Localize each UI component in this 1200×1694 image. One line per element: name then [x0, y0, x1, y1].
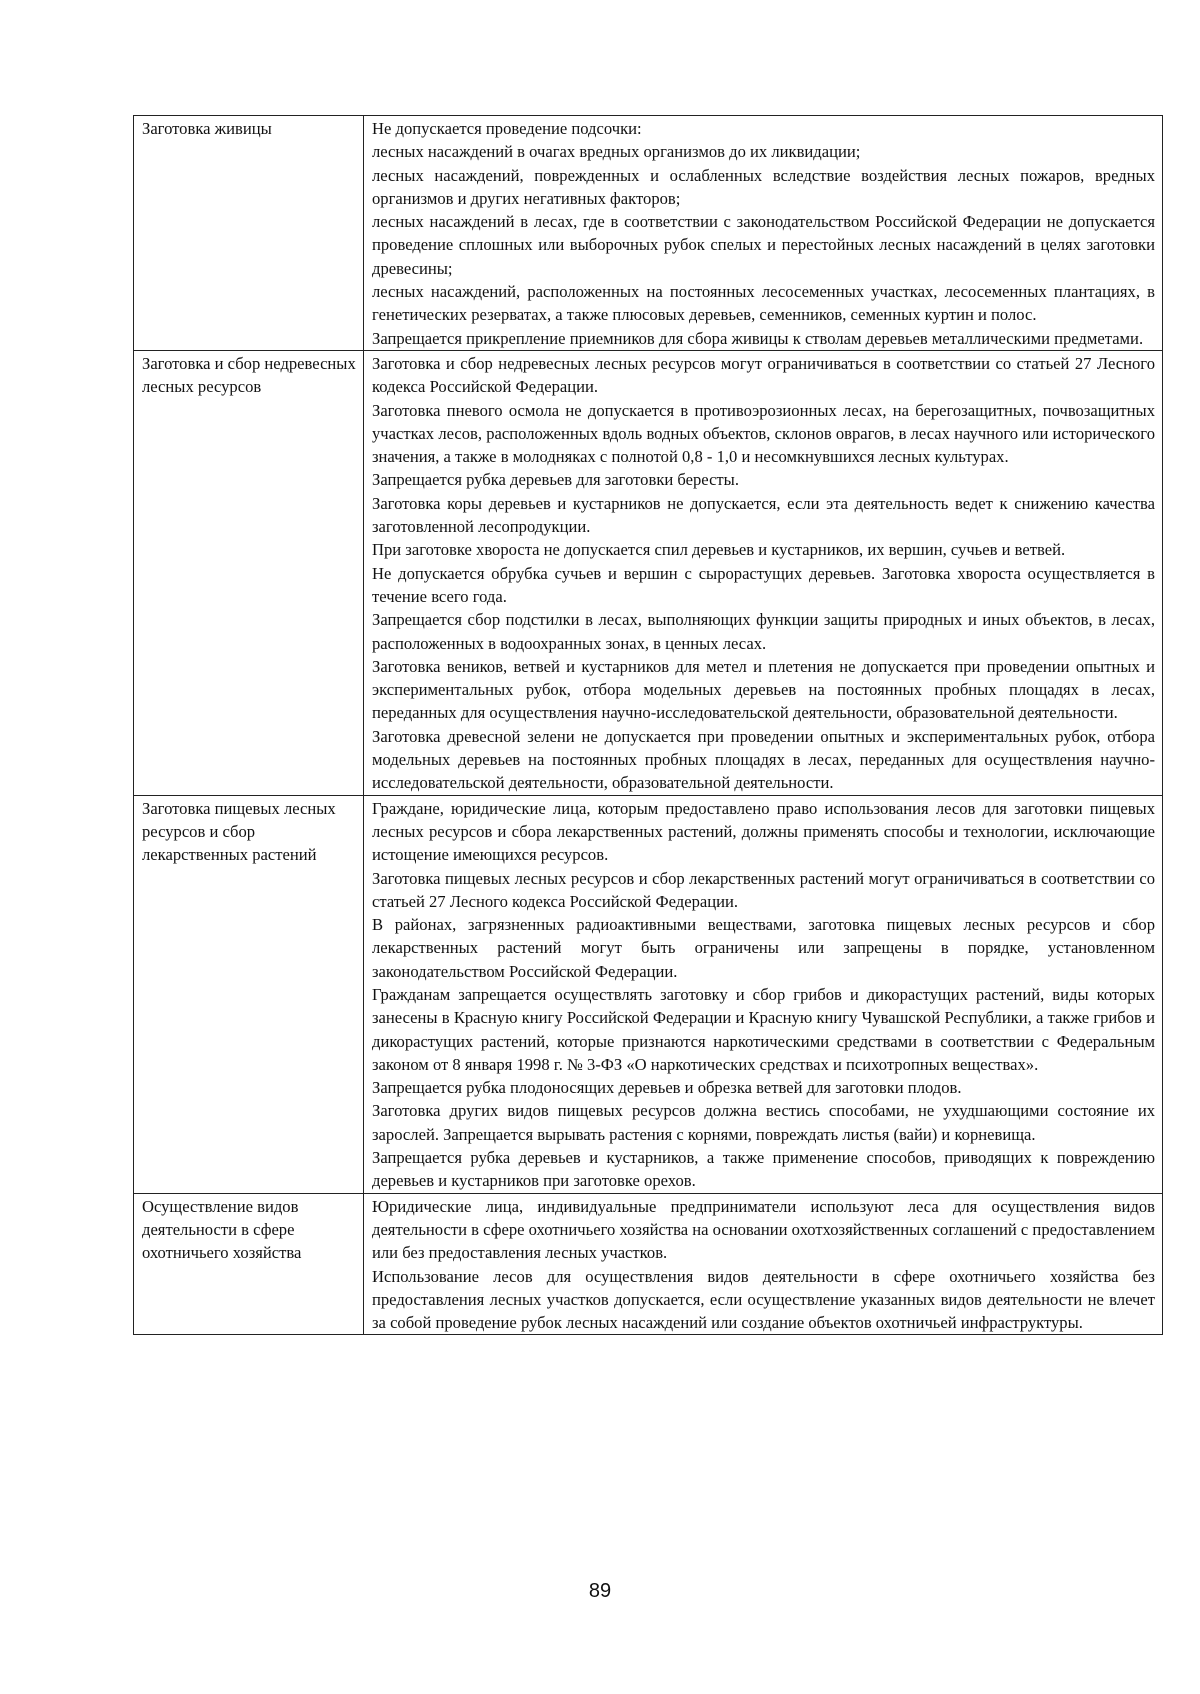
rule-paragraph: лесных насаждений, расположенных на постоянных лесосеменных участках, лесосеменных плантациях, в генетических резерватах, а также плюсовых деревьев, семенников, семенных куртин и полос.	[372, 282, 1155, 325]
table-row	[134, 795, 1163, 1193]
table-row	[134, 350, 1163, 795]
rule-paragraph: Заготовка пневого осмола не допускается в противоэрозионных лесах, на берегозащитных, почвозащитных участках лесов, расположенных вдоль водных объектов, склонов оврагов, в лесах научного или исторического значения, а также в молодняках с полнотой 0,8 - 1,0 и несомкнувшихся лесных культурах.	[372, 400, 1155, 467]
rule-paragraph: Запрещается рубка плодоносящих деревьев и обрезка ветвей для заготовки плодов.	[372, 1078, 962, 1098]
document-page	[133, 115, 1163, 1335]
rule-paragraph: Запрещается сбор подстилки в лесах, выполняющих функции защиты природных и иных объектов, в лесах, расположенных в водоохранных зонах, в ценных лесах.	[372, 610, 1155, 653]
table-row	[134, 116, 1163, 351]
activity-cell: Заготовка пищевых лесных ресурсов и сбор лекарственных растений	[134, 795, 364, 1193]
rules-cell	[364, 1193, 1163, 1335]
rule-paragraph: Использование лесов для осуществления видов деятельности в сфере охотничьего хозяйства без предоставления лесных участков допускается, если осуществление указанных видов деятельности не влечет за собой проведение рубок лесных насаждений или создание объектов охотничьей инфраструктуры.	[372, 1266, 1155, 1333]
rule-paragraph: В районах, загрязненных радиоактивными веществами, заготовка пищевых лесных ресурсов и сбор лекарственных растений могут быть ограничены или запрещены в порядке, установленном законодательством Российской Федерации.	[372, 915, 1155, 981]
rule-paragraph: Заготовка веников, ветвей и кустарников для метел и плетения не допускается при проведении опытных и экспериментальных рубок, отбора модельных деревьев на постоянных пробных площадях в лесах, переданных для осуществления научно-исследовательской деятельности, образовательной деятельности.	[372, 656, 1155, 723]
rule-paragraph: При заготовке хвороста не допускается спил деревьев и кустарников, их вершин, сучьев и ветвей.	[372, 540, 1066, 560]
rule-paragraph: Заготовка древесной зелени не допускается при проведении опытных и экспериментальных рубок, отбора модельных деревьев на постоянных пробных площадях в лесах, переданных для осуществления научно-исследовательской деятельности, образовательной деятельности.	[372, 726, 1155, 793]
activity-cell: Заготовка и сбор недревесных лесных ресурсов	[134, 350, 364, 795]
rule-paragraph: Юридические лица, индивидуальные предприниматели используют леса для осуществления видов деятельности в сфере охотничьего хозяйства на основании охотхозяйственных соглашений с предоставлением или без предоставления лесных участков.	[372, 1196, 1155, 1263]
rule-paragraph: Запрещается рубка деревьев для заготовки бересты.	[372, 470, 739, 490]
rules-cell	[364, 795, 1163, 1193]
rule-paragraph: Запрещается прикрепление приемников для сбора живицы к стволам деревьев металлическими предметами.	[372, 328, 1144, 348]
activity-cell: Осуществление видов деятельности в сфере охотничьего хозяйства	[134, 1193, 364, 1335]
rule-paragraph: лесных насаждений в очагах вредных организмов до их ликвидации;	[372, 142, 861, 162]
rule-paragraph: Запрещается рубка деревьев и кустарников, а также применение способов, приводящих к повреждению деревьев и кустарников при заготовке орехов.	[372, 1148, 1155, 1191]
rule-paragraph: Не допускается обрубка сучьев и вершин с сырорастущих деревьев. Заготовка хвороста осуществляется в течение всего года.	[372, 563, 1155, 606]
rule-paragraph: Заготовка и сбор недревесных лесных ресурсов могут ограничиваться в соответствии со статьей 27 Лесного кодекса Российской Федерации.	[372, 353, 1155, 397]
rule-paragraph: Заготовка коры деревьев и кустарников не допускается, если эта деятельность ведет к снижению качества заготовленной лесопродукции.	[372, 493, 1155, 537]
rule-paragraph: Граждане, юридические лица, которым предоставлено право использования лесов для заготовки пищевых лесных ресурсов и сбора лекарственных растений, должны применять способы и технологии, исключающие истощение имеющихся ресурсов.	[372, 798, 1155, 865]
rules-cell	[364, 116, 1163, 351]
rule-paragraph: Гражданам запрещается осуществлять заготовку и сбор грибов и дикорастущих растений, виды которых занесены в Красную книгу Российской Федерации и Красную книгу Чувашской Республики, а также грибов и дикорастущих растений, которые признаются наркотическими средствами в соответствии с Федеральным законом от 8 января 1998 г. № 3-ФЗ «О наркотических средствах и психотропных веществах».	[372, 984, 1155, 1074]
page-number: 89	[588, 1580, 612, 1602]
table-row	[134, 1193, 1163, 1335]
rule-paragraph: Заготовка пищевых лесных ресурсов и сбор лекарственных растений могут ограничиваться в соответствии со статьей 27 Лесного кодекса Российской Федерации.	[372, 868, 1155, 911]
rules-cell	[364, 350, 1163, 795]
rule-paragraph: Заготовка других видов пищевых ресурсов должна вестись способами, не ухудшающими состояние их зарослей. Запрещается вырывать растения с корнями, повреждать листья (вайи) и корневища.	[372, 1101, 1155, 1144]
activity-cell: Заготовка живицы	[134, 116, 364, 351]
rule-paragraph: лесных насаждений в лесах, где в соответствии с законодательством Российской Федерации не допускается проведение сплошных или выборочных рубок спелых и перестойных лесных насаждений в целях заготовки древесины;	[372, 212, 1155, 278]
forest-use-rules-table	[133, 115, 1163, 1335]
rule-paragraph: лесных насаждений, поврежденных и ослабленных вследствие воздействия лесных пожаров, вредных организмов и других негативных факторов;	[372, 165, 1155, 208]
rule-paragraph: Не допускается проведение подсочки:	[372, 119, 642, 138]
